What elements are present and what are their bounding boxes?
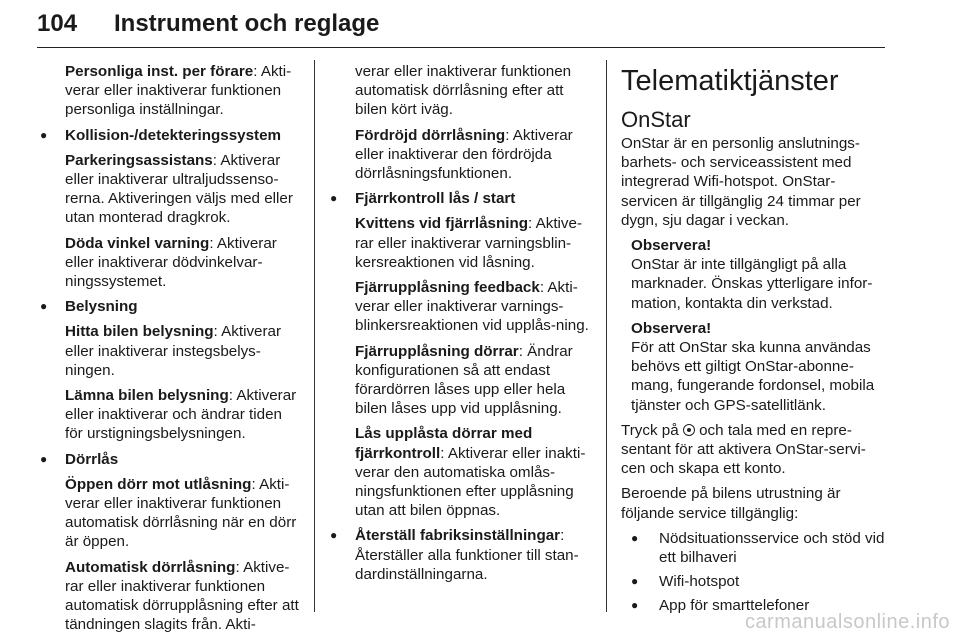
setting-description: : Aktiverar eller inakti-verar den automatiska omlås-ningsfunktionen efter upplåsning utan att bilen öppnas. — [355, 444, 586, 520]
paragraph — [621, 421, 886, 479]
setting-description: : Återställer alla funktioner till stan-dardinställningarna. — [355, 527, 579, 583]
service-list — [621, 529, 886, 616]
paragraph: verar eller inaktiverar funktionen automatisk dörrlåsning efter att bilen kört iväg. — [355, 63, 572, 119]
list-item — [330, 526, 593, 584]
setting-description: : Ändrar konfigurationen så att endast förardörren låses upp eller hela bilen låses upp vid upplåsning. — [355, 342, 573, 418]
list-item — [40, 126, 302, 292]
setting-name: Döda vinkel varning — [65, 234, 210, 252]
setting-name: Öppen dörr mot utlåsning — [65, 475, 252, 493]
note-text: OnStar är inte tillgängligt på alla marknader. Önskas ytterligare infor-mation, kontakta din verkstad. — [631, 256, 873, 312]
section-title: Telematiktjänster — [621, 65, 839, 97]
setting-description: : Akti-verar eller inaktiverar funktionen automatisk dörrlåsning när en dörr är öppen. — [65, 475, 297, 551]
list-item — [40, 450, 302, 635]
subsection-title: OnStar — [621, 107, 691, 132]
list-item: ● App för smarttelefoner — [631, 596, 886, 615]
paragraph — [40, 62, 302, 120]
paragraph — [65, 151, 302, 228]
paragraph — [65, 558, 302, 635]
setting-name: Automatisk dörrlåsning — [65, 558, 236, 576]
setting-name: Parkeringsassistans — [65, 151, 213, 169]
chapter-title: Instrument och reglage — [114, 10, 380, 37]
setting-name: Personliga inst. per förare — [65, 63, 254, 80]
setting-name: Hitta bilen belysning — [65, 323, 214, 341]
paragraph — [355, 214, 593, 272]
setting-name: Fördröjd dörrlåsning — [355, 126, 506, 144]
paragraph: Beroende på bilens utrustning är följande service tillgänglig: — [621, 485, 841, 522]
column-3 — [621, 62, 886, 621]
setting-description: : Aktiverar eller inaktiverar ultraljudssenso-rerna. Aktiveringen väljs med eller utan monterad dragkrok. — [65, 151, 293, 227]
paragraph — [355, 424, 593, 520]
column-divider-2 — [606, 60, 607, 612]
setting-description: : Aktiverar eller inaktiverar och ändrar tiden för urstigningsbelysningen. — [65, 387, 297, 443]
setting-description: : Akti-verar eller inaktiverar varnings-blinkersreaktionen vid upplås-ning. — [355, 279, 589, 335]
section-heading: ● Belysning — [65, 298, 138, 316]
intro-paragraph: OnStar är en personlig anslutnings-barhets- och serviceassistent med integrerad Wifi-hotspot. OnStar-servicen är tillgänglig 24 timmar per dygn, sju dagar i veckan. — [621, 135, 861, 229]
column-1 — [40, 62, 302, 640]
setting-description: : Aktiverar eller inaktiverar dödvinkelvar-ningssystemet. — [65, 234, 277, 291]
list-item — [40, 297, 302, 443]
paragraph — [65, 475, 302, 552]
list-item: ● Nödsituationsservice och stöd vid ett bilhaveri — [631, 529, 886, 567]
list-item — [330, 189, 593, 520]
note-text: För att OnStar ska kunna användas behövs ett giltigt OnStar-abonne-mang, fungerande fordonsel, mobila tjänster och GPS-satellitlänk. — [631, 339, 875, 414]
paragraph — [355, 278, 593, 336]
paragraph — [65, 386, 302, 444]
setting-name: Fjärrupplåsning dörrar — [355, 342, 519, 360]
watermark: carmanualsonline.info — [744, 611, 950, 633]
paragraph — [330, 126, 593, 184]
section-heading: ● Kollision-/detekteringssystem — [65, 126, 282, 144]
note-title: Observera! — [631, 319, 712, 337]
paragraph — [65, 234, 302, 292]
note-box — [621, 319, 886, 415]
note-box — [621, 236, 886, 313]
column-2 — [330, 62, 593, 590]
paragraph — [65, 322, 302, 380]
setting-description: : Akti-verar eller inaktiverar funktionen personliga inställningar. — [65, 63, 292, 119]
onstar-button-icon — [683, 424, 695, 436]
paragraph — [355, 342, 593, 419]
setting-name: Kvittens vid fjärrlåsning — [355, 215, 529, 233]
setting-description: : Aktive-rar eller inaktiverar funktionen automatisk dörrupplåsning efter att tändningen slagits från. Akti- — [65, 558, 299, 634]
page-number: 104 — [37, 10, 78, 37]
press-text-after: och tala med en repre-sentant för att aktivera OnStar-servi-cen och skapa ett konto. — [621, 421, 866, 478]
column-divider-1 — [314, 60, 315, 612]
section-heading: ● Fjärrkontroll lås / start — [355, 190, 516, 208]
note-title: Observera! — [631, 237, 712, 255]
setting-name: Lås upplåsta dörrar med fjärrkontroll — [355, 425, 533, 462]
list-item: ● Wifi-hotspot — [631, 572, 886, 591]
section-heading: Återställ fabriksinställningar — [355, 527, 561, 545]
setting-description: : Aktiverar eller inaktiverar den fördröjda dörrlåsningsfunktionen. — [355, 126, 573, 183]
setting-name: Lämna bilen belysning — [65, 387, 229, 405]
section-heading: ● Dörrlås — [65, 450, 119, 468]
press-text-before: Tryck på — [621, 421, 683, 439]
setting-name: Fjärrupplåsning feedback — [355, 279, 540, 297]
setting-description: : Aktiverar eller inaktiverar instegsbelys-ningen. — [65, 323, 282, 379]
setting-description: : Aktive-rar eller inaktiverar varningsblin-kersreaktionen vid låsning. — [355, 215, 583, 271]
page-header — [37, 4, 885, 48]
